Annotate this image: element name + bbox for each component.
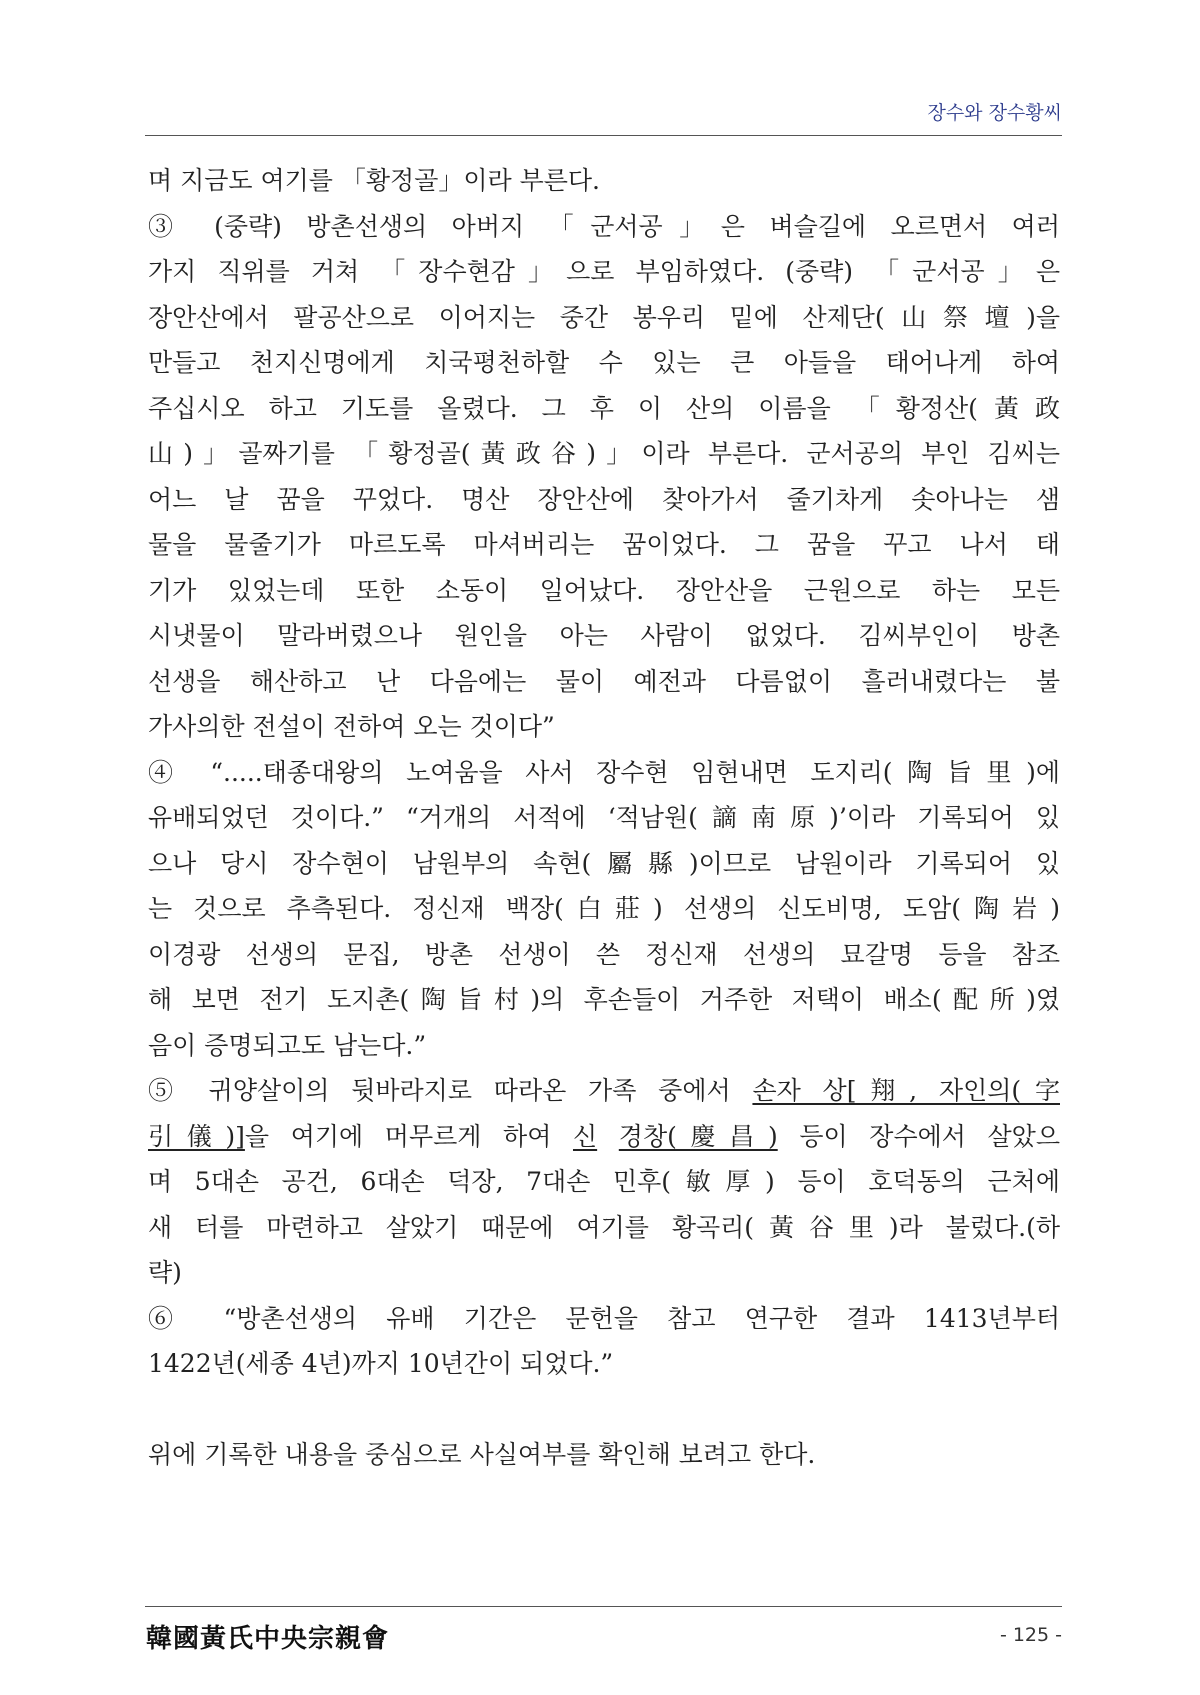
header-divider: [145, 135, 1062, 136]
text-line: 어느 날 꿈을 꾸었다. 명산 장안산에 찾아가서 줄기차게 솟아나는 샘: [148, 484, 1060, 514]
underlined-text: 손자 상[翔, 자인의(字: [752, 1076, 1060, 1105]
text-line: 기가 있었는데 또한 소동이 일어났다. 장안산을 근원으로 하는 모든: [148, 575, 1060, 605]
text-line: 략): [148, 1258, 182, 1287]
text-line: 해 보면 전기 도지촌(陶旨村)의 후손들이 거주한 저택이 배소(配所)였: [148, 985, 1060, 1014]
text-segment: ⑤ 귀양살이의 뒷바라지로 따라온 가족 중에서: [148, 1076, 753, 1105]
text-line: 만들고 천지신명에게 치국평천하할 수 있는 큰 아들을 태어나게 하여: [148, 348, 1060, 377]
text-line: 선생을 해산하고 난 다음에는 물이 예전과 다름없이 흘러내렸다는 불: [148, 666, 1060, 696]
footer-divider: [145, 1606, 1062, 1607]
text-line: 주십시오 하고 기도를 올렸다. 그 후 이 산의 이름을 「황정산(黃政: [148, 393, 1060, 423]
text-line: 山)」골짜기를 「황정골(黃政谷)」이라 부른다. 군서공의 부인 김씨는: [148, 439, 1060, 468]
underlined-text: 경창(慶昌): [618, 1121, 778, 1151]
text-line: 시냇물이 말라버렸으나 원인을 아는 사람이 없었다. 김씨부인이 방촌: [148, 621, 1060, 650]
text-line: 장안산에서 팔공산으로 이어지는 중간 봉우리 밑에 산제단(山祭壇)을: [148, 302, 1060, 332]
text-line: 가지 직위를 거쳐 「장수현감」으로 부임하였다. (중략) 「군서공」은: [148, 257, 1060, 286]
text-line: 는 것으로 추측된다. 정신재 백장(白莊) 선생의 신도비명, 도암(陶岩): [148, 894, 1060, 923]
text-line: 음이 증명되고도 남는다.”: [148, 1030, 427, 1060]
text-line: 며 지금도 여기를 「황정골」이라 부른다.: [148, 166, 600, 195]
text-line: ④ “.....태종대왕의 노여움을 사서 장수현 임현내면 도지리(陶旨里)에: [148, 757, 1060, 787]
text-line: ③ (중략) 방촌선생의 아버지 「군서공」은 벼슬길에 오르면서 여러: [148, 211, 1060, 241]
text-line: ⑥ “방촌선생의 유배 기간은 문헌을 참고 연구한 결과 1413년부터: [148, 1303, 1060, 1333]
text-line: 1422년(세종 4년)까지 10년간이 되었다.”: [148, 1349, 614, 1378]
text-line: 유배되었던 것이다.” “거개의 서적에 ‘적남원(謫南原)’이라 기록되어 있: [148, 803, 1060, 832]
text-line: 새 터를 마련하고 살았기 때문에 여기를 황곡리(黃谷里)라 불렀다.(하: [148, 1212, 1060, 1242]
text-line: 으나 당시 장수현이 남원부의 속현(屬縣)이므로 남원이라 기록되어 있: [148, 848, 1060, 878]
underlined-text: 신: [572, 1121, 598, 1151]
text-segment: 등이 장수에서 살았으: [777, 1121, 1060, 1151]
text-segment: 을 여기에 머무르게 하여: [244, 1121, 573, 1151]
closing-line: 위에 기록한 내용을 중심으로 사실여부를 확인해 보려고 한다.: [148, 1439, 816, 1469]
text-line: [148, 1114, 1060, 1160]
text-line: 이경광 선생의 문집, 방촌 선생이 쓴 정신재 선생의 묘갈명 등을 참조: [148, 939, 1060, 969]
running-header: 장수와 장수황씨: [927, 102, 1062, 124]
page-number: - 125 -: [999, 1624, 1062, 1646]
text-line: 물을 물줄기가 마르도록 마셔버리는 꿈이었다. 그 꿈을 꾸고 나서 태: [148, 530, 1060, 559]
text-segment: [597, 1122, 619, 1151]
paragraph-gap: [148, 1387, 1060, 1432]
underlined-text: 引儀)]: [148, 1121, 245, 1151]
text-line: [148, 1068, 1060, 1114]
footer-organization-name: 韓國黃氏中央宗親會: [146, 1624, 390, 1654]
body-text: [148, 158, 1060, 1477]
text-line: 며 5대손 공건, 6대손 덕장, 7대손 민후(敏厚) 등이 호덕동의 근처에: [148, 1167, 1060, 1196]
text-line: 가사의한 전설이 전하여 오는 것이다”: [148, 712, 555, 741]
